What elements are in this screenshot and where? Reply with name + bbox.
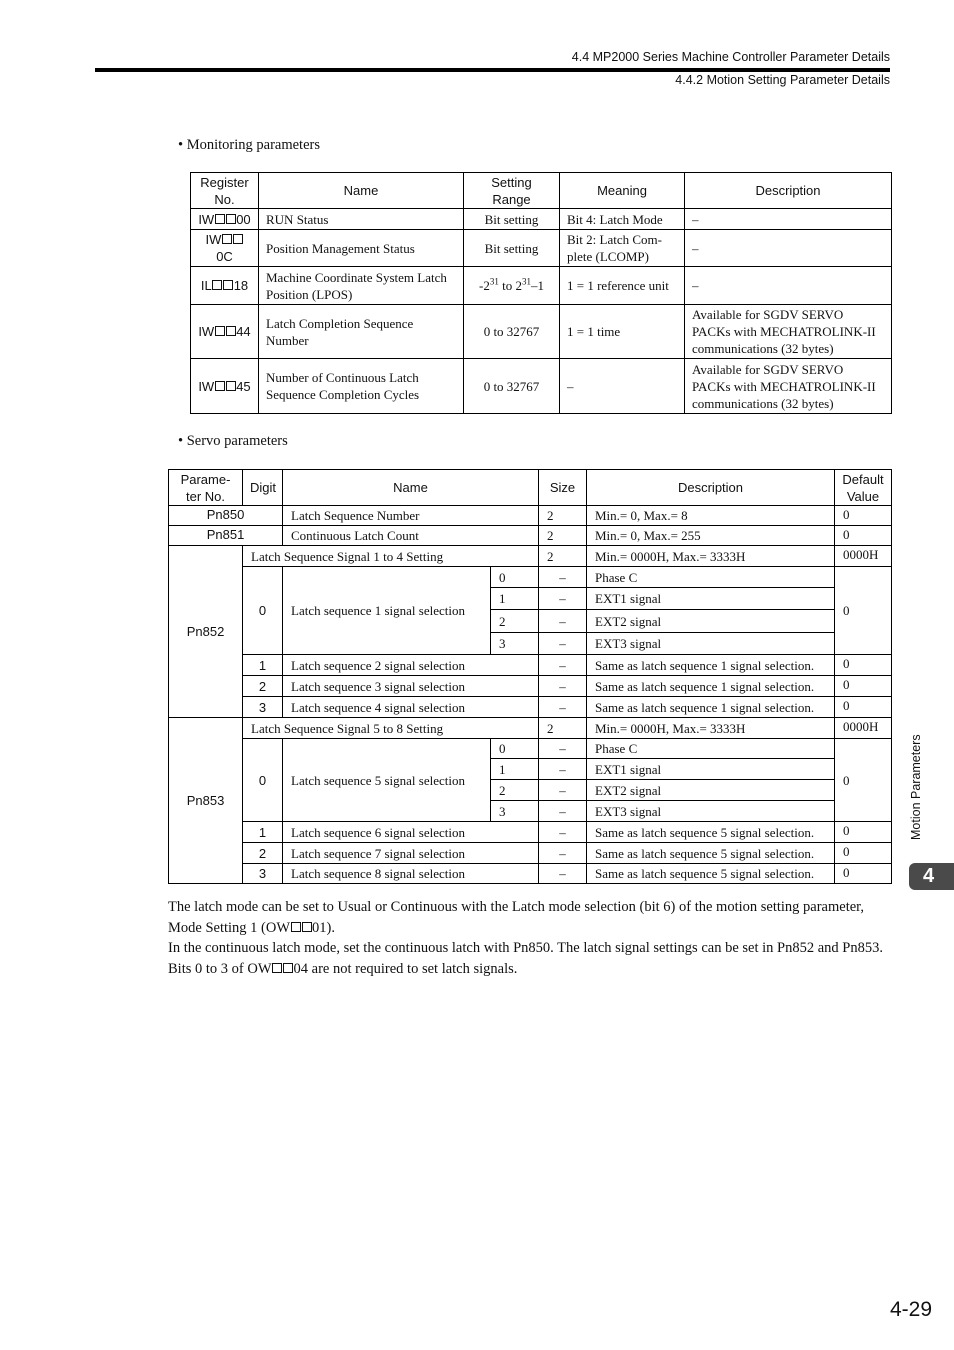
option-value: 0 bbox=[491, 567, 539, 588]
description: – bbox=[685, 209, 892, 230]
digit: 1 bbox=[243, 655, 283, 676]
param-name: Latch Completion Sequence Number bbox=[259, 305, 464, 359]
param-name: Machine Coordinate System Latch Position (LPOS) bbox=[259, 267, 464, 305]
default-value: 0000H bbox=[835, 546, 892, 567]
table-row bbox=[191, 359, 892, 414]
setting-range: Bit setting bbox=[464, 230, 560, 267]
setting-range: Bit setting bbox=[464, 209, 560, 230]
param-name: Latch Sequence Number bbox=[283, 506, 539, 526]
default-value: 0 bbox=[835, 526, 892, 546]
table-row bbox=[169, 676, 892, 697]
side-section-label: Motion Parameters bbox=[909, 734, 923, 840]
description: Same as latch sequence 1 signal selection. bbox=[587, 676, 835, 697]
size: – bbox=[539, 588, 587, 610]
default-value: 0 bbox=[835, 676, 892, 697]
header-rule bbox=[95, 68, 890, 72]
description: Min.= 0, Max.= 255 bbox=[587, 526, 835, 546]
default-value: 0 bbox=[835, 864, 892, 884]
option-value: 0 bbox=[491, 739, 539, 759]
table-header-row bbox=[191, 173, 892, 209]
digit: 0 bbox=[243, 739, 283, 822]
param-name: Latch sequence 1 signal selection bbox=[283, 567, 491, 655]
default-value: 0 bbox=[835, 843, 892, 864]
param-name: RUN Status bbox=[259, 209, 464, 230]
option-value: 1 bbox=[491, 759, 539, 780]
default-value: 0 bbox=[835, 739, 892, 822]
register-no: IW 00 bbox=[191, 209, 259, 230]
table-row bbox=[191, 209, 892, 230]
option-value: 2 bbox=[491, 780, 539, 801]
table-row bbox=[169, 843, 892, 864]
option-description: Phase C bbox=[587, 739, 835, 759]
param-name: Latch sequence 3 signal selection bbox=[283, 676, 539, 697]
option-description: EXT1 signal bbox=[587, 759, 835, 780]
option-value: 3 bbox=[491, 801, 539, 822]
meaning: Bit 4: Latch Mode bbox=[560, 209, 685, 230]
section-title: 4.4 MP2000 Series Machine Controller Parameter Details bbox=[571, 50, 890, 64]
size: – bbox=[539, 567, 587, 588]
subsection-title: 4.4.2 Motion Setting Parameter Details bbox=[675, 73, 890, 87]
setting-range: $-2^{31}$ to $2^{31}-1$ bbox=[464, 267, 560, 305]
digit: 2 bbox=[243, 843, 283, 864]
digit: 3 bbox=[243, 697, 283, 718]
size: – bbox=[539, 759, 587, 780]
description: Min.= 0, Max.= 8 bbox=[587, 506, 835, 526]
table-header-row bbox=[169, 470, 892, 506]
col-name: Name bbox=[259, 173, 464, 209]
default-value: 0 bbox=[835, 506, 892, 526]
size: 2 bbox=[539, 546, 587, 567]
register-no: IW 44 bbox=[191, 305, 259, 359]
size: 2 bbox=[539, 526, 587, 546]
description: – bbox=[685, 230, 892, 267]
size: – bbox=[539, 633, 587, 655]
table-row bbox=[169, 655, 892, 676]
col-name: Name bbox=[283, 470, 539, 506]
col-digit: Digit bbox=[243, 470, 283, 506]
col-param-no: Parame- ter No. bbox=[169, 470, 243, 506]
size: – bbox=[539, 655, 587, 676]
table-row bbox=[169, 718, 892, 739]
col-description: Description bbox=[685, 173, 892, 209]
meaning: 1 = 1 time bbox=[560, 305, 685, 359]
meaning: Bit 2: Latch Com-plete (LCOMP) bbox=[560, 230, 685, 267]
param-name: Latch sequence 8 signal selection bbox=[283, 864, 539, 884]
param-name: Latch Sequence Signal 5 to 8 Setting bbox=[243, 718, 539, 739]
table-row bbox=[169, 546, 892, 567]
digit: 1 bbox=[243, 822, 283, 843]
digit: 0 bbox=[243, 567, 283, 655]
table-row bbox=[169, 739, 892, 759]
col-description: Description bbox=[587, 470, 835, 506]
col-size: Size bbox=[539, 470, 587, 506]
size: – bbox=[539, 843, 587, 864]
digit: 3 bbox=[243, 864, 283, 884]
size: – bbox=[539, 610, 587, 633]
param-name: Position Management Status bbox=[259, 230, 464, 267]
servo-table bbox=[168, 469, 892, 884]
size: – bbox=[539, 780, 587, 801]
monitoring-table bbox=[190, 172, 892, 414]
setting-range: 0 to 32767 bbox=[464, 359, 560, 414]
param-no: Pn851 bbox=[169, 526, 283, 546]
param-name: Latch sequence 4 signal selection bbox=[283, 697, 539, 718]
option-description: EXT2 signal bbox=[587, 780, 835, 801]
register-no: IL 18 bbox=[191, 267, 259, 305]
col-setting-range: Setting Range bbox=[464, 173, 560, 209]
default-value: 0 bbox=[835, 655, 892, 676]
size: – bbox=[539, 864, 587, 884]
param-name: Latch sequence 2 signal selection bbox=[283, 655, 539, 676]
body-paragraph-1: The latch mode can be set to Usual or Continuous with the Latch mode selection (bit 6) of the motion setting parameter, Mode Setting 1 (OW 01). bbox=[168, 899, 865, 936]
default-value: 0 bbox=[835, 567, 892, 655]
option-value: 1 bbox=[491, 588, 539, 610]
page-number: 4-29 bbox=[889, 1298, 932, 1321]
setting-range: 0 to 32767 bbox=[464, 305, 560, 359]
register-no: IW0C bbox=[191, 230, 259, 267]
description: Same as latch sequence 5 signal selection. bbox=[587, 864, 835, 884]
default-value: 0 bbox=[835, 822, 892, 843]
description: Same as latch sequence 1 signal selection. bbox=[587, 697, 835, 718]
size: – bbox=[539, 676, 587, 697]
register-no: IW 45 bbox=[191, 359, 259, 414]
option-description: Phase C bbox=[587, 567, 835, 588]
servo-heading: • Servo parameters bbox=[178, 433, 288, 449]
option-value: 3 bbox=[491, 633, 539, 655]
option-description: EXT2 signal bbox=[587, 610, 835, 633]
param-name: Latch sequence 5 signal selection bbox=[283, 739, 491, 822]
default-value: 0 bbox=[835, 697, 892, 718]
size: – bbox=[539, 697, 587, 718]
description: – bbox=[685, 267, 892, 305]
description: Same as latch sequence 5 signal selection. bbox=[587, 843, 835, 864]
default-value: 0000H bbox=[835, 718, 892, 739]
param-name: Latch Sequence Signal 1 to 4 Setting bbox=[243, 546, 539, 567]
table-row bbox=[169, 567, 892, 588]
table-row bbox=[169, 506, 892, 526]
param-name: Continuous Latch Count bbox=[283, 526, 539, 546]
size: – bbox=[539, 822, 587, 843]
param-name: Latch sequence 6 signal selection bbox=[283, 822, 539, 843]
size: – bbox=[539, 801, 587, 822]
table-row bbox=[169, 526, 892, 546]
monitoring-heading: • Monitoring parameters bbox=[178, 137, 320, 153]
description: Available for SGDV SERVO PACKs with MECHATROLINK-II communications (32 bytes) bbox=[685, 359, 892, 414]
description: Same as latch sequence 5 signal selection. bbox=[587, 822, 835, 843]
size: 2 bbox=[539, 718, 587, 739]
option-description: EXT1 signal bbox=[587, 588, 835, 610]
table-row bbox=[191, 305, 892, 359]
size: 2 bbox=[539, 506, 587, 526]
table-row bbox=[169, 864, 892, 884]
digit: 2 bbox=[243, 676, 283, 697]
col-default: Default Value bbox=[835, 470, 892, 506]
table-row bbox=[169, 697, 892, 718]
table-row bbox=[169, 822, 892, 843]
col-meaning: Meaning bbox=[560, 173, 685, 209]
option-description: EXT3 signal bbox=[587, 801, 835, 822]
chapter-tab: 4 bbox=[909, 863, 954, 890]
param-no: Pn853 bbox=[169, 718, 243, 884]
description: Min.= 0000H, Max.= 3333H bbox=[587, 718, 835, 739]
param-name: Number of Continuous Latch Sequence Completion Cycles bbox=[259, 359, 464, 414]
table-row bbox=[191, 267, 892, 305]
meaning: – bbox=[560, 359, 685, 414]
description: Min.= 0000H, Max.= 3333H bbox=[587, 546, 835, 567]
col-register-no: Register No. bbox=[191, 173, 259, 209]
description: Same as latch sequence 1 signal selection. bbox=[587, 655, 835, 676]
option-value: 2 bbox=[491, 610, 539, 633]
body-paragraph-2: In the continuous latch mode, set the continuous latch with Pn850. The latch signal settings can be set in Pn852 and Pn853. Bits 0 to 3 of OW 04 are not required to set latch signals. bbox=[168, 940, 883, 977]
size: – bbox=[539, 739, 587, 759]
meaning: 1 = 1 reference unit bbox=[560, 267, 685, 305]
description: Available for SGDV SERVO PACKs with MECHATROLINK-II communications (32 bytes) bbox=[685, 305, 892, 359]
param-no: Pn850 bbox=[169, 506, 283, 526]
param-no: Pn852 bbox=[169, 546, 243, 718]
table-row bbox=[191, 230, 892, 267]
option-description: EXT3 signal bbox=[587, 633, 835, 655]
param-name: Latch sequence 7 signal selection bbox=[283, 843, 539, 864]
